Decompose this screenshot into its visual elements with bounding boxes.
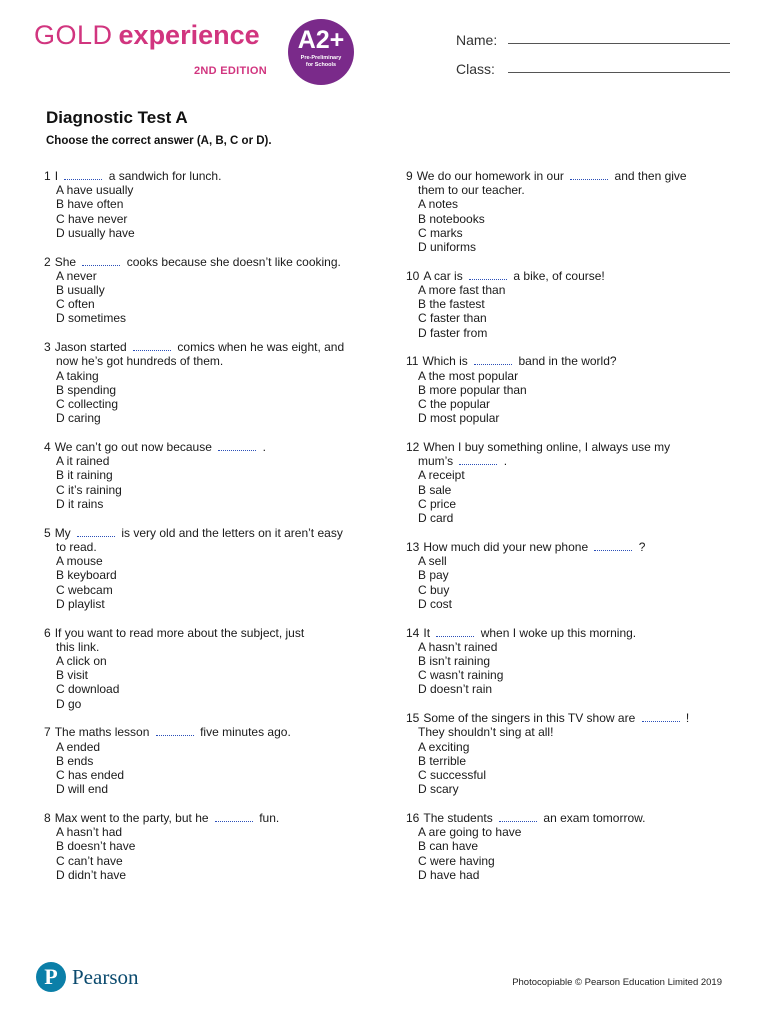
question-text: When I buy something online, I always use my	[423, 440, 671, 455]
question-16	[406, 811, 726, 882]
answer-option[interactable]: A never	[56, 268, 97, 283]
question-text: We do our homework in our	[416, 169, 568, 183]
answer-blank[interactable]	[156, 725, 194, 736]
answer-blank[interactable]	[64, 169, 102, 180]
answer-option[interactable]: D didn’t have	[56, 867, 127, 882]
question-2	[44, 255, 364, 326]
answer-option[interactable]: C have never	[56, 211, 128, 226]
question-stem-line	[406, 269, 726, 283]
question-6	[44, 626, 364, 711]
answer-blank[interactable]	[218, 440, 256, 451]
question-5	[44, 526, 364, 611]
question-text: Which is	[422, 354, 472, 369]
question-text: them to our teacher.	[418, 183, 525, 198]
question-number: 12	[406, 440, 420, 455]
answer-option[interactable]: A are going to have	[418, 825, 522, 840]
answer-blank[interactable]	[82, 255, 120, 266]
question-10	[406, 269, 726, 340]
question-text: and then give	[611, 169, 687, 183]
question-stem-line	[44, 811, 364, 825]
answer-option[interactable]: A click on	[56, 653, 107, 668]
answer-blank[interactable]	[570, 169, 608, 180]
answer-option[interactable]: D usually have	[56, 225, 135, 240]
question-text: .	[259, 440, 266, 455]
answer-option[interactable]: B pay	[418, 568, 449, 583]
question-number: 6	[44, 625, 51, 640]
question-stem-line	[406, 354, 726, 368]
answer-option[interactable]: C were having	[418, 853, 495, 868]
question-text: a bike, of course!	[510, 268, 605, 283]
name-write-line[interactable]	[508, 42, 730, 44]
question-15	[406, 711, 726, 796]
question-text: to read.	[56, 539, 97, 554]
pearson-p-icon: P	[36, 962, 66, 992]
question-text: .	[500, 454, 508, 469]
level-badge-sub-2: for Schools	[305, 62, 337, 68]
question-text: They shouldn’t sing at all!	[418, 725, 554, 740]
question-text: She	[54, 254, 80, 269]
question-stem-line	[44, 540, 364, 554]
question-stem-line	[406, 811, 726, 825]
gold-experience-logo	[34, 20, 267, 77]
question-text: The maths lesson	[54, 725, 153, 740]
answer-option[interactable]: B can have	[418, 839, 479, 854]
answer-option[interactable]: B more popular than	[418, 382, 527, 397]
question-text: now he’s got hundreds of them.	[56, 354, 224, 369]
answer-option[interactable]: A receipt	[418, 468, 465, 483]
question-stem-line	[406, 440, 726, 454]
question-number: 3	[44, 340, 51, 355]
question-text: is very old and the letters on it aren’t easy	[118, 525, 343, 540]
question-number: 5	[44, 525, 51, 540]
question-9	[406, 169, 726, 254]
question-text: Max went to the party, but he	[54, 810, 212, 825]
answer-blank[interactable]	[469, 269, 507, 280]
answer-option[interactable]: C can’t have	[56, 853, 123, 868]
question-stem-line	[44, 725, 364, 739]
question-7	[44, 725, 364, 796]
answer-option[interactable]: A the most popular	[418, 368, 519, 383]
answer-option[interactable]: D most popular	[418, 411, 500, 426]
question-4	[44, 440, 364, 511]
answer-option[interactable]: B the fastest	[418, 297, 485, 312]
answer-blank[interactable]	[474, 354, 512, 365]
class-write-line[interactable]	[508, 71, 730, 73]
answer-option[interactable]: A it rained	[56, 454, 110, 469]
question-text: If you want to read more about the subject, just	[54, 625, 305, 640]
answer-option[interactable]: D have had	[418, 867, 480, 882]
answer-option[interactable]: A exciting	[418, 739, 470, 754]
question-number: 8	[44, 810, 51, 825]
answer-option[interactable]: C the popular	[418, 397, 491, 412]
answer-option[interactable]: B it raining	[56, 468, 113, 483]
question-stem-line	[406, 183, 726, 197]
answer-option[interactable]: D cost	[418, 596, 453, 611]
answer-option[interactable]: C has ended	[56, 767, 125, 782]
answer-option[interactable]: A more fast than	[418, 283, 506, 298]
question-text: ?	[635, 539, 646, 554]
answer-blank[interactable]	[215, 811, 253, 822]
answer-option[interactable]: B ends	[56, 753, 94, 768]
answer-option[interactable]: B have often	[56, 197, 124, 212]
question-text: Some of the singers in this TV show are	[423, 711, 639, 726]
question-number: 16	[406, 810, 420, 825]
question-stem-line	[44, 340, 364, 354]
question-stem-line	[44, 640, 364, 654]
answer-option[interactable]: A mouse	[56, 554, 103, 569]
logo-edition-text: 2ND EDITION	[194, 65, 267, 77]
answer-option[interactable]: B usually	[56, 283, 105, 298]
answer-option[interactable]: B isn’t raining	[418, 653, 491, 668]
answer-option[interactable]: A taking	[56, 368, 99, 383]
class-field	[456, 61, 730, 77]
question-stem-line	[406, 711, 726, 725]
answer-option[interactable]: B keyboard	[56, 568, 117, 583]
question-number: 7	[44, 725, 51, 740]
answer-option[interactable]: D scary	[418, 782, 459, 797]
question-3	[44, 340, 364, 425]
question-stem-line	[44, 440, 364, 454]
question-14	[406, 626, 726, 697]
answer-option[interactable]: B terrible	[418, 753, 467, 768]
answer-option[interactable]: C download	[56, 682, 120, 697]
question-text: How much did your new phone	[423, 539, 592, 554]
answer-option[interactable]: D sometimes	[56, 311, 127, 326]
question-stem-line	[406, 169, 726, 183]
level-badge	[288, 19, 354, 85]
page-title: Diagnostic Test A	[46, 108, 188, 127]
question-text: comics when he was eight, and	[174, 340, 345, 355]
instruction-text: Choose the correct answer (A, B, C or D).	[46, 135, 272, 147]
question-stem-line	[44, 169, 364, 183]
question-number: 15	[406, 711, 420, 726]
question-text: I	[54, 169, 62, 183]
question-text: when I woke up this morning.	[477, 625, 637, 640]
question-number: 10	[406, 268, 420, 283]
question-text: Jason started	[54, 340, 131, 355]
question-stem-line	[406, 540, 726, 554]
answer-option[interactable]: C price	[418, 496, 457, 511]
answer-option[interactable]: C buy	[418, 582, 450, 597]
answer-blank[interactable]	[499, 811, 537, 822]
copyright-text: Photocopiable © Pearson Education Limited 2019	[512, 977, 722, 988]
question-text: It	[423, 625, 434, 640]
answer-blank[interactable]	[594, 540, 632, 551]
question-text: !	[682, 711, 690, 726]
question-stem-line	[44, 626, 364, 640]
answer-option[interactable]: D uniforms	[418, 240, 477, 255]
name-label: Name:	[456, 32, 498, 48]
answer-option[interactable]: D go	[56, 696, 82, 711]
answer-option[interactable]: B visit	[56, 668, 89, 683]
logo-gold-text: GOLD	[34, 20, 113, 50]
question-number: 2	[44, 254, 51, 269]
class-label: Class:	[456, 61, 495, 77]
question-text: an exam tomorrow.	[540, 810, 646, 825]
question-13	[406, 540, 726, 611]
question-text: mum’s	[418, 454, 457, 469]
question-text: five minutes ago.	[196, 725, 291, 740]
answer-option[interactable]: A hasn’t had	[56, 825, 123, 840]
question-8	[44, 811, 364, 882]
question-text: cooks because she doesn’t like cooking.	[123, 254, 341, 269]
answer-option[interactable]: C successful	[418, 767, 487, 782]
level-badge-text: A2+	[297, 26, 345, 54]
question-text: A car is	[423, 268, 467, 283]
answer-option[interactable]: B notebooks	[418, 211, 485, 226]
answer-option[interactable]: A have usually	[56, 183, 134, 198]
answer-option[interactable]: A notes	[418, 197, 459, 212]
question-stem-line	[406, 626, 726, 640]
answer-option[interactable]: C wasn’t raining	[418, 668, 504, 683]
answer-blank[interactable]	[642, 711, 680, 722]
question-text: a sandwich for lunch.	[105, 169, 222, 183]
question-text: The students	[423, 810, 497, 825]
question-number: 1	[44, 169, 51, 183]
answer-option[interactable]: D playlist	[56, 596, 105, 611]
question-1	[44, 169, 364, 240]
question-text: this link.	[56, 639, 100, 654]
answer-blank[interactable]	[459, 454, 497, 465]
question-12	[406, 440, 726, 525]
question-text: band in the world?	[515, 354, 617, 369]
question-stem-line	[44, 526, 364, 540]
answer-option[interactable]: C marks	[418, 225, 463, 240]
question-text: We can’t go out now because	[54, 440, 216, 455]
answer-option[interactable]: C collecting	[56, 397, 119, 412]
pearson-wordmark: Pearson	[72, 964, 139, 989]
question-stem-line	[44, 354, 364, 368]
answer-option[interactable]: A ended	[56, 739, 101, 754]
name-field	[456, 32, 730, 48]
question-text: My	[54, 525, 75, 540]
question-stem-line	[406, 725, 726, 739]
answer-option[interactable]: C often	[56, 297, 95, 312]
answer-blank[interactable]	[77, 526, 115, 537]
answer-option[interactable]: B sale	[418, 482, 452, 497]
question-11	[406, 354, 726, 425]
answer-option[interactable]: C it’s raining	[56, 482, 122, 497]
answer-option[interactable]: D faster from	[418, 325, 488, 340]
question-number: 13	[406, 539, 420, 554]
answer-option[interactable]: D will end	[56, 782, 109, 797]
question-number: 11	[406, 354, 419, 369]
level-badge-sub-1: Pre-Preliminary	[300, 55, 342, 61]
answer-option[interactable]: C webcam	[56, 582, 113, 597]
question-stem-line	[406, 454, 726, 468]
answer-option[interactable]: B doesn’t have	[56, 839, 136, 854]
answer-blank[interactable]	[436, 626, 474, 637]
answer-option[interactable]: D it rains	[56, 496, 104, 511]
answer-option[interactable]: B spending	[56, 382, 117, 397]
question-number: 9	[406, 169, 413, 183]
question-stem-line	[44, 255, 364, 269]
answer-option[interactable]: D doesn’t rain	[418, 682, 493, 697]
question-number: 4	[44, 440, 51, 455]
logo-experience-text: experience	[118, 20, 260, 50]
answer-option[interactable]: A hasn’t rained	[418, 639, 498, 654]
answer-option[interactable]: D caring	[56, 411, 101, 426]
question-text: fun.	[255, 810, 280, 825]
answer-option[interactable]: C faster than	[418, 311, 487, 326]
answer-option[interactable]: D card	[418, 511, 454, 526]
pearson-logo	[36, 962, 139, 992]
answer-blank[interactable]	[133, 340, 171, 351]
question-number: 14	[406, 625, 420, 640]
answer-option[interactable]: A sell	[418, 554, 447, 569]
